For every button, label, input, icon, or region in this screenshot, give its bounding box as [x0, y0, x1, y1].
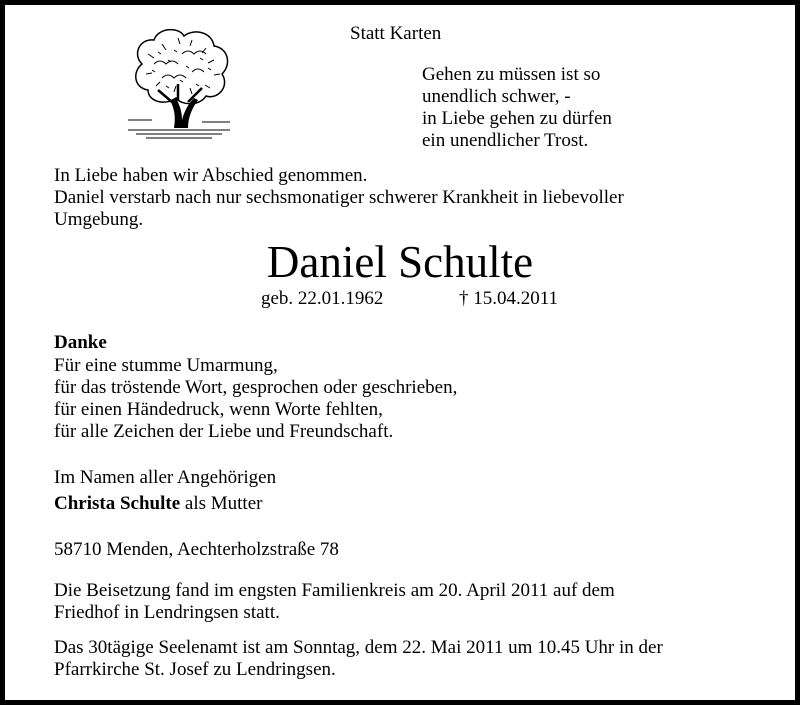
- signature-line: Im Namen aller Angehörigen: [54, 467, 277, 488]
- mass-line-1: Das 30tägige Seelenamt ist am Sonntag, dem 22. Mai 2011 um 10.45 Uhr in der: [54, 637, 663, 658]
- thanks-line-2: für das tröstende Wort, gesprochen oder geschrieben,: [54, 377, 458, 398]
- poem-line-3: in Liebe gehen zu dürfen: [422, 108, 612, 129]
- death-date: † 15.04.2011: [459, 288, 559, 309]
- burial-line-2: Friedhof in Lendringsen statt.: [54, 602, 280, 623]
- burial-line-1: Die Beisetzung fand im engsten Familienkreis am 20. April 2011 auf dem: [54, 580, 615, 601]
- statt-karten: Statt Karten: [350, 23, 442, 44]
- thanks-line-4: für alle Zeichen der Liebe und Freundschaft.: [54, 421, 394, 442]
- intro-line-3: Umgebung.: [54, 209, 144, 230]
- thanks-line-3: für einen Händedruck, wenn Worte fehlten,: [54, 399, 383, 420]
- birth-date: geb. 22.01.1962: [261, 288, 384, 309]
- signature: [54, 493, 262, 515]
- address: 58710 Menden, Aechterholzstraße 78: [54, 539, 339, 560]
- deceased-name: Daniel Schulte: [266, 237, 534, 287]
- signature-role: als Mutter: [184, 493, 263, 514]
- signature-name: Christa Schulte: [54, 493, 181, 514]
- thanks-title: Danke: [54, 332, 107, 353]
- tree-illustration: [122, 24, 236, 142]
- mass-line-2: Pfarrkirche St. Josef zu Lendringsen.: [54, 659, 336, 680]
- poem-line-2: unendlich schwer, -: [422, 86, 571, 107]
- poem-line-4: ein unendlicher Trost.: [422, 130, 589, 151]
- thanks-line-1: Für eine stumme Umarmung,: [54, 355, 278, 376]
- poem-line-1: Gehen zu müssen ist so: [422, 64, 601, 85]
- intro-line-1: In Liebe haben wir Abschied genommen.: [54, 165, 368, 186]
- intro-line-2: Daniel verstarb nach nur sechsmonatiger schwerer Krankheit in liebevoller: [54, 187, 624, 208]
